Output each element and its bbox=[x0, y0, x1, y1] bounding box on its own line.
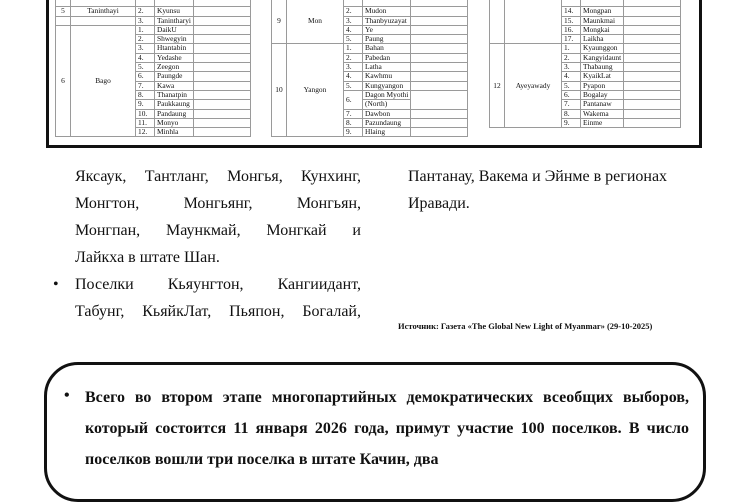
word: Поселки bbox=[75, 276, 134, 293]
table-cell bbox=[490, 0, 505, 44]
table-cell: Mongkai bbox=[581, 25, 624, 34]
table-cell: 3. bbox=[136, 16, 155, 25]
summary-bullet: • bbox=[64, 387, 70, 404]
table-cell: Wakema bbox=[581, 109, 624, 118]
table-cell bbox=[193, 44, 250, 53]
table-cell bbox=[411, 16, 468, 25]
word: Монгтон, bbox=[75, 195, 140, 212]
table-cell: 17. bbox=[562, 35, 581, 44]
table-cell: 10 bbox=[272, 44, 287, 137]
word: Маункмай, bbox=[166, 222, 241, 239]
table-cell: 10. bbox=[136, 109, 155, 118]
summary-text: Всего во втором этапе многопартийных демократических всеобщих выборов, который состоится 11 января 2026 года, примут участие 100 поселков. В число поселков вошли три поселка в штате Качин, два bbox=[85, 389, 689, 468]
table-cell: Mongpan bbox=[581, 7, 624, 16]
table-cell bbox=[193, 90, 250, 99]
table-cell: 9. bbox=[344, 128, 363, 137]
table-cell bbox=[624, 35, 681, 44]
townships-table bbox=[46, 0, 702, 148]
table-cell: Zeegon bbox=[155, 63, 194, 72]
table-cell: 5. bbox=[344, 81, 363, 90]
table-row bbox=[56, 7, 251, 16]
source-citation: Источник: Газета «The Global New Light of Myanmar» (29-10-2025) bbox=[398, 321, 653, 331]
table-cell bbox=[411, 81, 468, 90]
table-cell: 7. bbox=[136, 81, 155, 90]
table-cell: 2. bbox=[344, 7, 363, 16]
word: Монгкай bbox=[266, 222, 327, 239]
table-cell bbox=[411, 35, 468, 44]
table-cell bbox=[411, 7, 468, 16]
table-cell: Einme bbox=[581, 118, 624, 127]
table-cell: 3. bbox=[136, 44, 155, 53]
table-cell: Mudon bbox=[363, 7, 411, 16]
table-cell: Pabedan bbox=[363, 53, 411, 62]
table-cell bbox=[624, 53, 681, 62]
table-row bbox=[272, 44, 468, 53]
table-cell: Paukkaung bbox=[155, 100, 194, 109]
table-cell: 2. bbox=[344, 53, 363, 62]
table-cell: Kungyangon bbox=[363, 81, 411, 90]
table-cell: Thabaung bbox=[581, 63, 624, 72]
table-cell: Pantanaw bbox=[581, 100, 624, 109]
table-cell: Mon bbox=[287, 0, 344, 44]
table-cell: Kyunsu bbox=[155, 7, 194, 16]
table-cell: 4. bbox=[136, 53, 155, 62]
table-cell: 8. bbox=[562, 109, 581, 118]
text-line bbox=[75, 163, 361, 190]
table-cell: 5. bbox=[136, 63, 155, 72]
table-cell: 5. bbox=[562, 81, 581, 90]
table-row bbox=[56, 25, 251, 34]
table-cell: DaikU bbox=[155, 25, 194, 34]
table-cell: Dawbon bbox=[363, 109, 411, 118]
word: КьяйкЛат, bbox=[142, 303, 212, 320]
table-panel-mon-yangon bbox=[271, 0, 487, 137]
table-cell bbox=[193, 16, 250, 25]
table-cell bbox=[624, 118, 681, 127]
paragraph-shan-townships bbox=[75, 163, 361, 271]
table-cell: 11. bbox=[136, 118, 155, 127]
table-cell: Shwegyin bbox=[155, 35, 194, 44]
table-cell: 4. bbox=[344, 25, 363, 34]
word: Монгьян, bbox=[296, 195, 361, 212]
table-cell bbox=[193, 109, 250, 118]
word: Лайкха в штате Шан. bbox=[75, 249, 220, 266]
table-cell bbox=[624, 72, 681, 81]
table-cell: (North) bbox=[363, 100, 411, 109]
table-cell: Paung bbox=[363, 35, 411, 44]
bullet: • bbox=[53, 276, 59, 293]
table-cell bbox=[193, 63, 250, 72]
table-cell: Yedashe bbox=[155, 53, 194, 62]
table-cell: 6. bbox=[344, 90, 363, 109]
table-cell: Thanatpin bbox=[155, 90, 194, 99]
word: Кунхинг, bbox=[301, 168, 361, 185]
word: Яксаук, bbox=[75, 168, 127, 185]
table-cell: 3. bbox=[562, 63, 581, 72]
table-cell bbox=[624, 25, 681, 34]
table-cell: Laikha bbox=[581, 35, 624, 44]
table-cell: Bahan bbox=[363, 44, 411, 53]
table-cell: Minhla bbox=[155, 128, 194, 137]
table-cell bbox=[624, 16, 681, 25]
table-cell bbox=[193, 100, 250, 109]
table-cell bbox=[193, 72, 250, 81]
table-cell: 6 bbox=[56, 25, 71, 137]
table-cell bbox=[624, 100, 681, 109]
table-cell bbox=[411, 128, 468, 137]
text-line bbox=[75, 271, 361, 298]
table-cell bbox=[624, 44, 681, 53]
table-cell: 3. bbox=[344, 16, 363, 25]
table-cell bbox=[193, 53, 250, 62]
table-cell: Htantabin bbox=[155, 44, 194, 53]
table-cell: Tanintharyi bbox=[155, 16, 194, 25]
table-cell: 12 bbox=[490, 44, 505, 128]
word: Кангиидант, bbox=[277, 276, 361, 293]
table-cell: 4. bbox=[344, 72, 363, 81]
table-cell bbox=[193, 81, 250, 90]
word: Богалай, bbox=[302, 303, 361, 320]
table-cell: 9. bbox=[562, 118, 581, 127]
table-row bbox=[490, 44, 681, 53]
table-cell bbox=[624, 81, 681, 90]
table-cell: Monyo bbox=[155, 118, 194, 127]
table-cell: KyaikLat bbox=[581, 72, 624, 81]
text-line bbox=[75, 298, 361, 325]
table-cell bbox=[193, 7, 250, 16]
table-cell: 2. bbox=[562, 53, 581, 62]
text-line bbox=[75, 244, 361, 271]
table-cell bbox=[411, 72, 468, 81]
table-cell: Ayeyawady bbox=[505, 44, 562, 128]
table-cell: 1. bbox=[344, 44, 363, 53]
word: Тантланг, bbox=[144, 168, 209, 185]
table-cell: 8. bbox=[344, 118, 363, 127]
table-cell: Dagon Myothi bbox=[363, 90, 411, 99]
table-cell bbox=[411, 53, 468, 62]
table-p2 bbox=[271, 0, 468, 137]
table-cell: 6. bbox=[136, 72, 155, 81]
table-cell: Bago bbox=[71, 25, 136, 137]
word: Монгпан, bbox=[75, 222, 141, 239]
word: Пьяпон, bbox=[229, 303, 285, 320]
table-cell: Kawa bbox=[155, 81, 194, 90]
list-item-text bbox=[75, 271, 361, 325]
table-cell: 6. bbox=[562, 90, 581, 99]
table-cell: Kangyidaunt bbox=[581, 53, 624, 62]
word: Монгья, bbox=[227, 168, 283, 185]
table-cell: 8. bbox=[136, 90, 155, 99]
table-cell: 12. bbox=[136, 128, 155, 137]
table-cell bbox=[193, 35, 250, 44]
table-cell: Bogalay bbox=[581, 90, 624, 99]
table-cell bbox=[411, 109, 468, 118]
table-cell bbox=[411, 25, 468, 34]
list-item-ayeyawady-townships bbox=[53, 271, 361, 325]
table-cell: 1. bbox=[136, 25, 155, 34]
table-cell: 5. bbox=[344, 35, 363, 44]
table-panel-taninthayi-bago bbox=[55, 0, 269, 137]
word: Табунг, bbox=[75, 303, 125, 320]
table-cell: Hlaing bbox=[363, 128, 411, 137]
table-cell bbox=[411, 63, 468, 72]
word: Монгьянг, bbox=[183, 195, 253, 212]
table-cell bbox=[624, 90, 681, 99]
table-row bbox=[56, 16, 251, 25]
table-cell: 4. bbox=[562, 72, 581, 81]
summary-box bbox=[44, 362, 706, 502]
table-cell bbox=[411, 118, 468, 127]
left-text-column bbox=[53, 163, 361, 325]
table-cell: Latha bbox=[363, 63, 411, 72]
table-p3 bbox=[489, 0, 681, 128]
table-cell: Kyaunggon bbox=[581, 44, 624, 53]
table-cell bbox=[193, 25, 250, 34]
table-cell bbox=[505, 0, 562, 44]
table-panel-shan-ayeyawady bbox=[489, 0, 699, 128]
text-line bbox=[75, 217, 361, 244]
table-cell bbox=[193, 128, 250, 137]
text-line bbox=[75, 190, 361, 217]
table-cell: 7. bbox=[344, 109, 363, 118]
table-cell bbox=[193, 118, 250, 127]
table-cell: 5 bbox=[56, 7, 71, 16]
table-cell bbox=[411, 90, 468, 109]
table-cell: Taninthayi bbox=[71, 7, 136, 16]
table-cell bbox=[411, 0, 468, 7]
table-cell: 9 bbox=[272, 0, 287, 44]
table-cell: 7. bbox=[562, 100, 581, 109]
right-text-column bbox=[408, 163, 696, 217]
table-cell bbox=[624, 0, 681, 7]
table-cell bbox=[56, 16, 71, 25]
table-cell: 2. bbox=[136, 7, 155, 16]
table-cell: 3. bbox=[344, 63, 363, 72]
table-cell bbox=[624, 63, 681, 72]
table-cell: 9. bbox=[136, 100, 155, 109]
table-cell: 1. bbox=[562, 44, 581, 53]
word: Кьяунгтон, bbox=[167, 276, 244, 293]
table-cell: 2. bbox=[136, 35, 155, 44]
table-cell: Yangon bbox=[287, 44, 344, 137]
table-cell: Thanbyuzayat bbox=[363, 16, 411, 25]
table-p1 bbox=[55, 0, 251, 137]
table-cell bbox=[624, 7, 681, 16]
table-cell: 14. bbox=[562, 7, 581, 16]
table-cell: Pazundaung bbox=[363, 118, 411, 127]
word: и bbox=[352, 222, 361, 239]
table-cell: Pyapon bbox=[581, 81, 624, 90]
table-cell bbox=[624, 109, 681, 118]
table-cell: Ye bbox=[363, 25, 411, 34]
table-row bbox=[56, 0, 251, 7]
table-cell: Paungde bbox=[155, 72, 194, 81]
table-cell: Pandaung bbox=[155, 109, 194, 118]
table-cell: 16. bbox=[562, 25, 581, 34]
table-cell bbox=[193, 0, 250, 7]
table-cell bbox=[411, 44, 468, 53]
table-cell: 15. bbox=[562, 16, 581, 25]
table-cell: Maunkmai bbox=[581, 16, 624, 25]
paragraph-ayeyawady-continuation: Пантанау, Вакема и Эйнме в регионах Иравади. bbox=[408, 168, 668, 212]
table-cell: Kawhmu bbox=[363, 72, 411, 81]
table-cell bbox=[71, 16, 136, 25]
